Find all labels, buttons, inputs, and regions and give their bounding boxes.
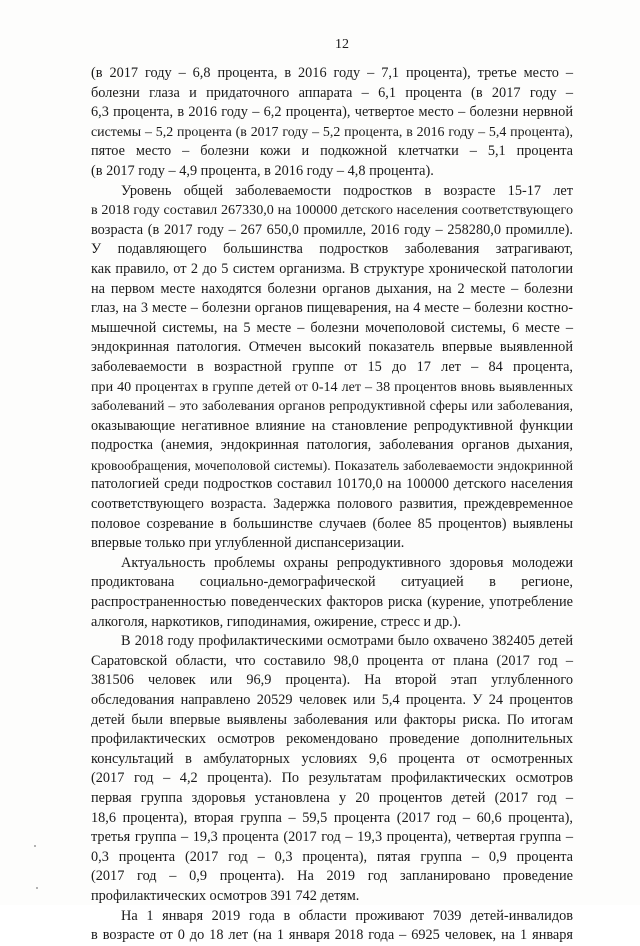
text-line: В 2018 году профилактическими осмотрами было охвачено 382405 детей	[121, 633, 573, 650]
text-line: Актуальность проблемы охраны репродуктивного здоровья молодежи	[121, 554, 573, 571]
text-line: консультаций в амбулаторных условиях 9,6 процента от осмотренных	[91, 750, 573, 767]
scan-speck	[34, 845, 36, 847]
text-line: первая группа здоровья установлена у 20 процентов детей (2017 год –	[91, 789, 573, 806]
paragraph	[91, 907, 573, 946]
paragraph	[91, 182, 573, 554]
text-line: (в 2017 году – 4,9 процента, в 2016 году – 4,8 процента).	[91, 162, 434, 179]
text-line: при 40 процентах в группе детей от 0-14 лет – 38 процентов вновь выявленных	[91, 378, 573, 395]
text-line: эндокринная патология. Отмечен высокий показатель впервые выявленной	[91, 339, 573, 356]
text-line: в возрасте от 0 до 18 лет (на 1 января 2018 года – 6925 человек, на 1 января	[91, 927, 573, 944]
text-line: впервые только при углубленной диспансеризации.	[91, 535, 405, 552]
text-line: кровообращения, мочеполовой системы). Показатель заболеваемости эндокринной	[91, 457, 573, 473]
text-line: глаз, на 3 месте – болезни органов пищеварения, на 4 месте – болезни костно-	[91, 300, 573, 317]
text-line: 18,6 процента), вторая группа – 59,5 процента (2017 год – 60,6 процента),	[91, 809, 573, 826]
text-line: (2017 год – 0,9 процента). На 2019 год запланировано проведение	[91, 868, 573, 885]
text-line: в 2018 году составил 267330,0 на 100000 детского населения соответствующего	[91, 202, 573, 219]
text-line: подростка (анемия, эндокринная патология, заболевания органов дыхания,	[91, 437, 573, 454]
text-line: возраста (в 2017 году – 267 650,0 промилле, 2016 году – 258280,0 промилле).	[91, 221, 573, 238]
text-line: заболеваний – это заболевания органов репродуктивной сферы или заболевания,	[91, 399, 573, 415]
text-line: продиктована социально-демографической ситуацией в регионе,	[91, 574, 573, 591]
text-line: системы – 5,2 процента (в 2017 году – 5,2 процента, в 2016 году – 5,4 процента),	[91, 124, 573, 140]
text-line: профилактических осмотров 391 742 детям.	[91, 887, 360, 904]
text-line: заболеваемости в возрастной группе от 15 до 17 лет – 84 процента,	[91, 358, 573, 375]
text-line: профилактических осмотров рекомендовано проведение дополнительных	[91, 731, 573, 748]
text-line: (в 2017 году – 6,8 процента, в 2016 году – 7,1 процента), третье место –	[91, 65, 573, 81]
text-line: болезни глаза и придаточного аппарата – 6,1 процента (в 2017 году –	[91, 84, 573, 101]
text-line: (2017 год – 4,2 процента). По результатам профилактических осмотров	[91, 770, 573, 787]
paragraph	[91, 632, 573, 906]
text-line: третья группа – 19,3 процента (2017 год – 19,3 процента), четвертая группа –	[91, 829, 573, 846]
text-line: соответствующего возраста. Задержка полового развития, преждевременное	[91, 496, 573, 513]
text-line: На 1 января 2019 года в области проживают 7039 детей-инвалидов	[121, 907, 573, 924]
page-number: 12	[335, 37, 349, 52]
text-line: патологией среди подростков составил 10170,0 на 100000 детского населения	[91, 476, 573, 493]
paragraph	[91, 64, 573, 182]
text-line: как правило, от 2 до 5 систем организма. В структуре хронической патологии	[91, 260, 573, 277]
text-line: пятое место – болезни кожи и подкожной клетчатки – 5,1 процента	[91, 143, 573, 160]
paragraph	[91, 554, 573, 632]
text-line: оказывающие негативное влияние на становление репродуктивной функции	[91, 417, 573, 434]
text-line: половое созревание в большинстве случаев (более 85 процентов) выявлены	[91, 515, 573, 532]
text-line: Уровень общей заболеваемости подростков в возрасте 15-17 лет	[121, 182, 573, 199]
text-line: мышечной системы, на 5 месте – болезни мочеполовой системы, 6 месте –	[91, 319, 573, 336]
text-line: 6,3 процента, в 2016 году – 6,2 процента), четвертое место – болезни нервной	[91, 104, 573, 121]
text-line: детей были впервые выявлены заболевания или факторы риска. По итогам	[91, 711, 573, 728]
text-line: Саратовской области, что составило 98,0 процента от плана (2017 год –	[91, 652, 573, 669]
text-line: обследования направлено 20529 человек или 5,4 процента. У 24 процентов	[91, 692, 573, 708]
text-line: У подавляющего большинства подростков заболевания затрагивают,	[91, 241, 573, 258]
text-line: 381506 человек или 96,9 процента). На второй этап углубленного	[91, 672, 573, 689]
scan-speck	[36, 887, 38, 889]
text-line: 0,3 процента (2017 год – 0,3 процента), пятая группа – 0,9 процента	[91, 848, 573, 865]
text-line: на первом месте находятся болезни органов дыхания, на 2 месте – болезни	[91, 280, 573, 297]
document-body	[91, 64, 573, 946]
text-line: алкоголя, наркотиков, гиподинамия, ожирение, стресс и др.).	[91, 613, 462, 630]
text-line: распространенностью поведенческих факторов риска (курение, употребление	[91, 594, 573, 611]
